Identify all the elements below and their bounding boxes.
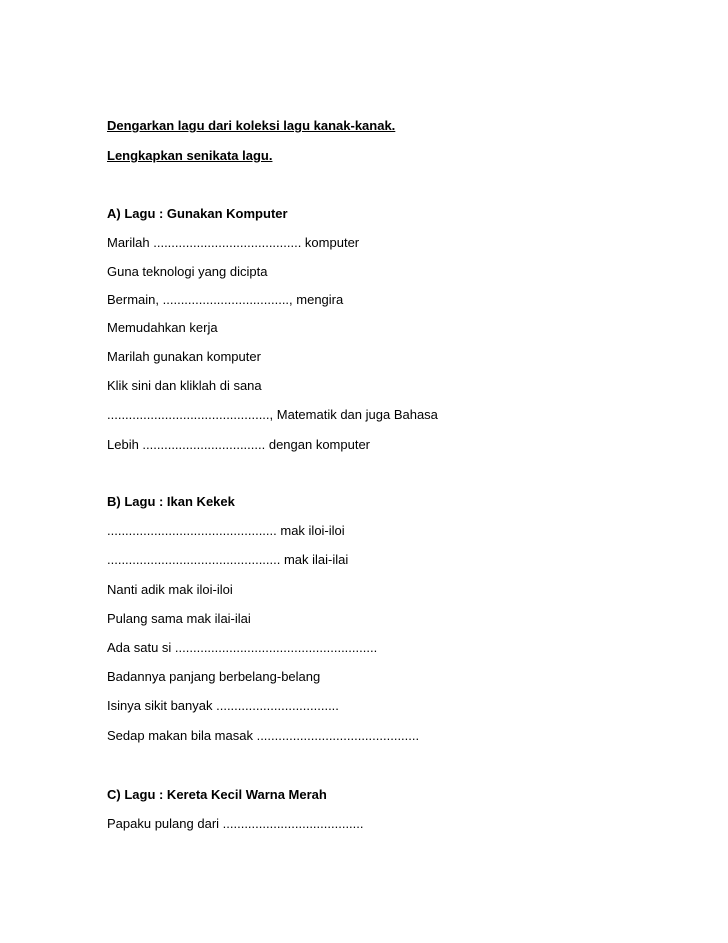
section-b-line: Isinya sikit banyak .................................. xyxy=(107,698,339,713)
section-a-line: Marilah ......................................... komputer xyxy=(107,235,360,250)
section-a-line: Klik sini dan kliklah di sana xyxy=(107,378,262,393)
section-a-line: Lebih .................................. dengan komputer xyxy=(107,437,371,452)
section-a-line: Memudahkan kerja xyxy=(107,320,218,335)
section-c-title: C) Lagu : Kereta Kecil Warna Merah xyxy=(107,787,327,802)
section-b-line: ................................................ mak ilai-ilai xyxy=(107,552,349,567)
section-b-line: ............................................... mak iloi-iloi xyxy=(107,523,345,538)
section-b-line: Nanti adik mak iloi-iloi xyxy=(107,582,233,597)
section-b-line: Pulang sama mak ilai-ilai xyxy=(107,611,251,626)
section-a-title: A) Lagu : Gunakan Komputer xyxy=(107,206,288,221)
section-c-line: Papaku pulang dari ....................................... xyxy=(107,816,364,831)
section-b-line: Ada satu si ........................................................ xyxy=(107,640,378,655)
instruction-listen: Dengarkan lagu dari koleksi lagu kanak-kanak. xyxy=(107,118,396,133)
section-a-line: ............................................., Matematik dan juga Bahasa xyxy=(107,407,438,422)
section-a-line: Marilah gunakan komputer xyxy=(107,349,261,364)
section-b-line: Sedap makan bila masak ............................................. xyxy=(107,728,420,743)
section-a-line: Guna teknologi yang dicipta xyxy=(107,264,268,279)
section-b-title: B) Lagu : Ikan Kekek xyxy=(107,494,235,509)
section-a-line: Bermain, ..................................., mengira xyxy=(107,292,344,307)
section-b-line: Badannya panjang berbelang-belang xyxy=(107,669,321,684)
instruction-complete: Lengkapkan senikata lagu. xyxy=(107,148,273,163)
